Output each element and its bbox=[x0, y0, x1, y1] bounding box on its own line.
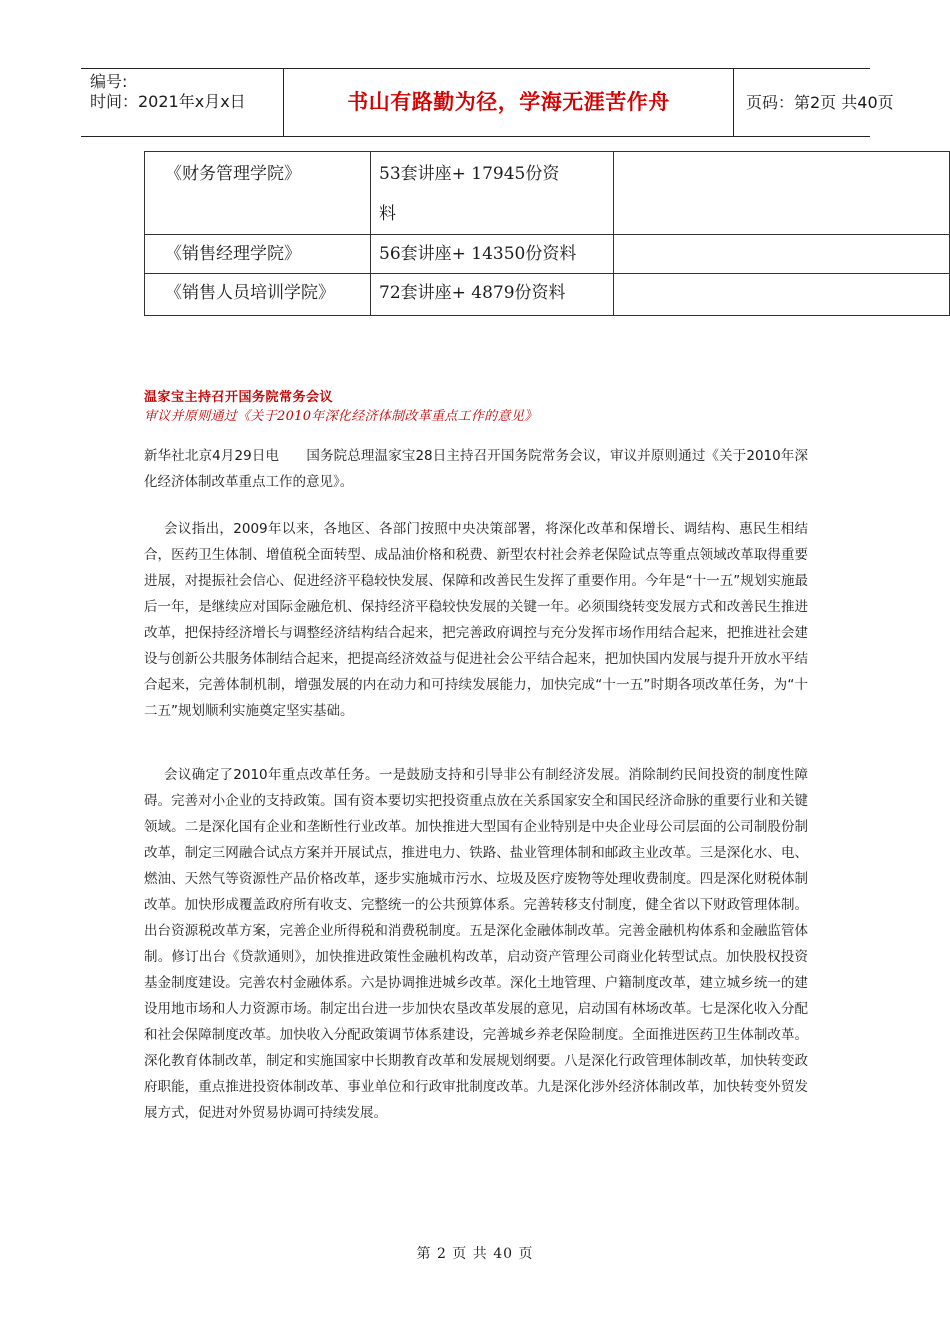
table-row bbox=[145, 274, 950, 316]
serial-label: 编号: bbox=[90, 72, 128, 91]
table-cell-detail: 53套讲座+ 17945份资 料 bbox=[371, 152, 614, 235]
resource-table bbox=[144, 151, 950, 316]
table-row bbox=[145, 235, 950, 274]
table-cell-name: 《销售人员培训学院》 bbox=[145, 274, 371, 316]
table-cell-note bbox=[614, 235, 950, 274]
table-row bbox=[145, 152, 950, 235]
table-cell-note bbox=[614, 152, 950, 235]
table-cell-note bbox=[614, 274, 950, 316]
page-footer: 第 2 页 共 40 页 bbox=[416, 1246, 534, 1262]
table-cell-detail: 72套讲座+ 4879份资料 bbox=[371, 274, 614, 316]
table-cell-name: 《财务管理学院》 bbox=[145, 152, 371, 235]
page-header bbox=[81, 68, 894, 137]
article-title: 温家宝主持召开国务院常务会议 bbox=[144, 390, 334, 405]
article-paragraph: 新华社北京4月29日电 国务院总理温家宝28日主持召开国务院常务会议，审议并原则通过《关于2010年深化经济体制改革重点工作的意见》。 bbox=[144, 448, 808, 490]
article-subtitle: 审议并原则通过《关于2010年深化经济体制改革重点工作的意见》 bbox=[144, 409, 538, 424]
header-motto: 书山有路勤为径，学海无涯苦作舟 bbox=[284, 69, 734, 136]
article-paragraph: 会议确定了2010年重点改革任务。一是鼓励支持和引导非公有制经济发展。消除制约民间投资的制度性障碍。完善对小企业的支持政策。国有资本要切实把投资重点放在关系国家安全和国民经济命脉的重要行业和关键领域。二是深化国有企业和垄断性行业改革。加快推进大型国有企业特别是中央企业母公司层面的公司制股份制改革，制定三网融合试点方案并开展试点，推进电力、铁路、盐业管理体制和邮政主业改革。三是深化水、电、燃油、天然气等资源性产品价格改革，逐步实施城市污水、垃圾及医疗废物等处理收费制度。四是深化财税体制改革。加快形成覆盖政府所有收支、完整统一的公共预算体系。完善转移支付制度，健全省以下财政管理体制。出台资源税改革方案，完善企业所得税和消费税制度。五是深化金融体制改革。完善金融机构体系和金融监管体制。修订出台《贷款通则》，加快推进政策性金融机构改革，启动资产管理公司商业化转型试点。加快股权投资基金制度建设。完善农村金融体系。六是协调推进城乡改革。深化土地管理、户籍制度改革，建立城乡统一的建设用地市场和人力资源市场。制定出台进一步加快农垦改革发展的意见，启动国有林场改革。七是深化收入分配和社会保障制度改革。加快收入分配政策调节体系建设，完善城乡养老保险制度。全面推进医药卫生体制改革。深化教育体制改革，制定和实施国家中长期教育改革和发展规划纲要。八是深化行政管理体制改革，加快转变政府职能，重点推进投资体制改革、事业单位和行政审批制度改革。九是深化涉外经济体制改革，加快转变外贸发展方式，促进对外贸易协调可持续发展。 bbox=[144, 767, 808, 1121]
table-cell-name: 《销售经理学院》 bbox=[145, 235, 371, 274]
header-meta bbox=[81, 69, 284, 136]
table-cell-detail: 56套讲座+ 14350份资料 bbox=[371, 235, 614, 274]
header-page-info: 页码：第2页 共40页 bbox=[746, 93, 894, 112]
article-paragraph: 会议指出，2009年以来，各地区、各部门按照中央决策部署，将深化改革和保增长、调结构、惠民生相结合，医药卫生体制、增值税全面转型、成品油价格和税费、新型农村社会养老保险试点等重点领域改革取得重要进展，对提振社会信心、促进经济平稳较快发展、保障和改善民生发挥了重要作用。今年是“十一五”规划实施最后一年，是继续应对国际金融危机、保持经济平稳较快发展的关键一年。必须围绕转变发展方式和改善民生推进改革，把保持经济增长与调整经济结构结合起来，把完善政府调控与充分发挥市场作用结合起来，把推进社会建设与创新公共服务体制结合起来，把提高经济效益与促进社会公平结合起来，把加快国内发展与提升开放水平结合起来，完善体制机制，增强发展的内在动力和可持续发展能力，加快完成“十一五”时期各项改革任务，为“十二五”规划顺利实施奠定坚实基础。 bbox=[144, 521, 808, 719]
time-label: 时间：2021年x月x日 bbox=[90, 92, 246, 111]
